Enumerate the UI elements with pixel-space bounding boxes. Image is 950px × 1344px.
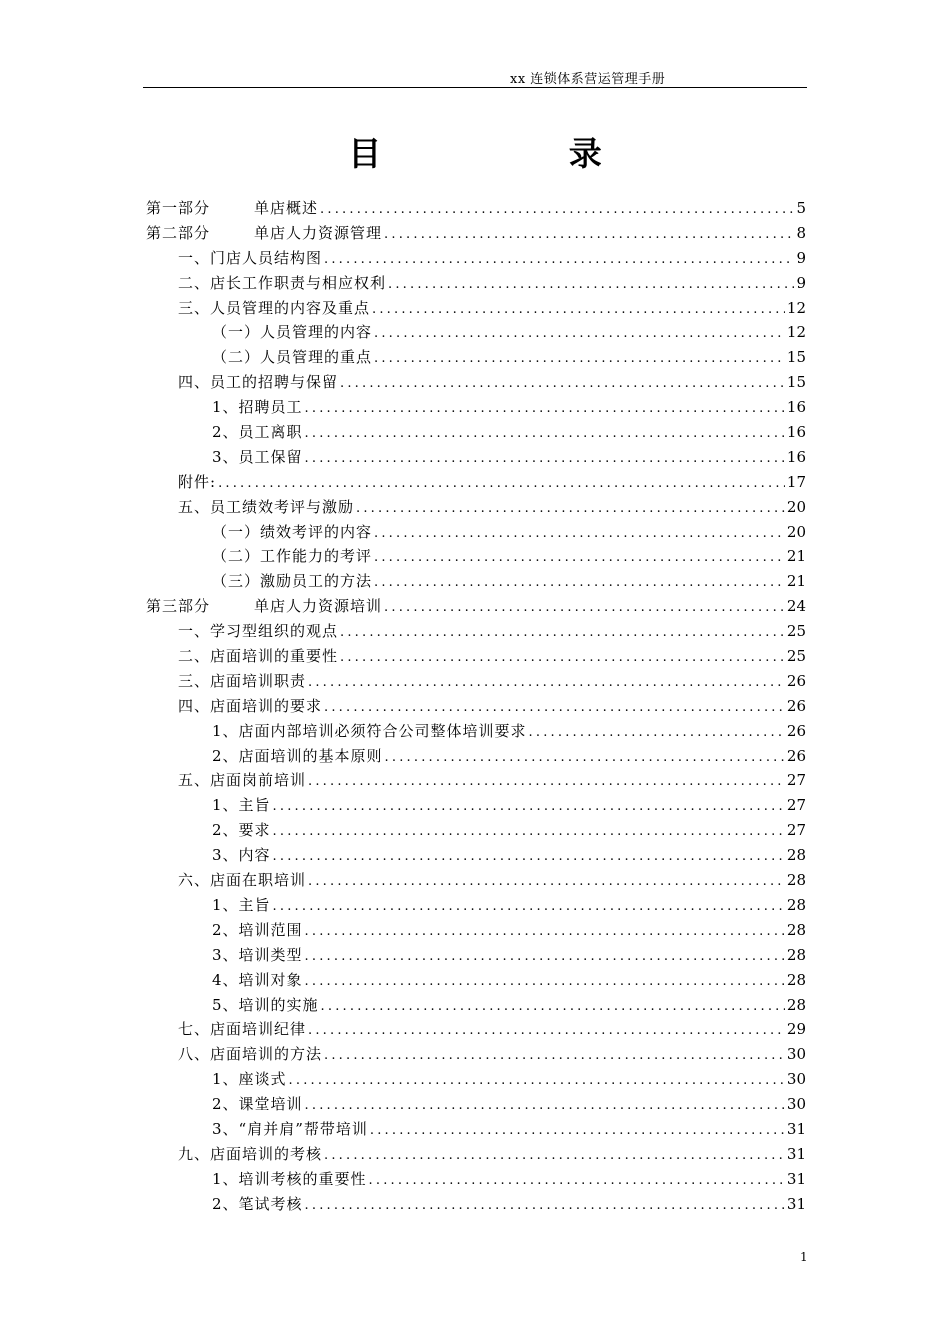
toc-dot-leader [273, 895, 785, 920]
toc-entry-text: 六、店面在职培训 [178, 871, 307, 890]
toc-entry-text: 单店人力资源培训 [254, 597, 383, 616]
toc-page-number: 9 [796, 273, 806, 292]
toc-dot-leader [308, 770, 785, 795]
toc-entry-text: 4、培训对象 [212, 970, 303, 989]
toc-entry[interactable] [146, 719, 806, 744]
toc-page-number: 31 [786, 1144, 806, 1163]
header-rule [143, 87, 807, 88]
toc-entry[interactable] [146, 320, 806, 345]
toc-entry[interactable] [146, 768, 806, 793]
toc-dot-leader [289, 1069, 785, 1094]
toc-dot-leader [324, 1044, 785, 1069]
toc-part-number: 第三部分 [146, 597, 211, 616]
toc-entry[interactable] [146, 1192, 806, 1217]
toc-dot-leader [305, 422, 785, 447]
toc-page-number: 12 [786, 323, 806, 342]
toc-page-number: 15 [786, 348, 806, 367]
toc-dot-leader [305, 397, 785, 422]
toc-entry-text: 一、学习型组织的观点 [178, 622, 339, 641]
toc-page-number: 20 [786, 497, 806, 516]
page-title: 目 录 [348, 134, 690, 173]
toc-page-number: 30 [786, 1095, 806, 1114]
toc-page-number: 27 [786, 821, 806, 840]
toc-entry[interactable] [146, 918, 806, 943]
toc-entry-label [212, 893, 271, 918]
toc-entry-text: 3、培训类型 [212, 945, 303, 964]
toc-page-number: 17 [786, 472, 806, 491]
toc-dot-leader [374, 347, 785, 372]
toc-dot-leader [324, 696, 785, 721]
toc-entry-label [212, 1192, 303, 1217]
toc-page-number: 21 [786, 547, 806, 566]
toc-entry-text: 3、员工保留 [212, 447, 303, 466]
toc-entry-label [212, 793, 271, 818]
toc-entry-label [146, 594, 382, 619]
toc-entry-label [212, 445, 303, 470]
toc-entry[interactable] [146, 669, 806, 694]
toc-page-number: 15 [786, 373, 806, 392]
toc-entry-text: 三、人员管理的内容及重点 [178, 298, 371, 317]
toc-entry[interactable] [146, 1142, 806, 1167]
toc-dot-leader [305, 920, 785, 945]
toc-entry[interactable] [146, 296, 806, 321]
toc-dot-leader [356, 497, 785, 522]
toc-entry-text: 附件: [178, 472, 217, 491]
toc-dot-leader [305, 1194, 785, 1219]
toc-part-number: 第二部分 [146, 223, 211, 242]
toc-entry-label [212, 1092, 303, 1117]
toc-entry-text: （二）人员管理的重点 [212, 348, 373, 367]
toc-page-number: 9 [796, 248, 806, 267]
toc-page-number: 26 [786, 671, 806, 690]
toc-entry-label [212, 320, 372, 345]
toc-entry-text: 四、店面培训的要求 [178, 696, 323, 715]
toc-entry-text: （一）绩效考评的内容 [212, 522, 373, 541]
running-header: xx 连锁体系营运管理手册 [510, 72, 666, 87]
toc-entry-label [212, 569, 372, 594]
toc-page-number: 26 [786, 721, 806, 740]
toc-page-number: 25 [786, 647, 806, 666]
toc-page-number: 24 [786, 597, 806, 616]
toc-entry[interactable] [146, 744, 806, 769]
toc-entry[interactable] [146, 943, 806, 968]
toc-entry[interactable] [146, 594, 806, 619]
toc-entry-label [212, 345, 372, 370]
toc-entry-text: 九、店面培训的考核 [178, 1144, 323, 1163]
toc-dot-leader [308, 1019, 785, 1044]
toc-entry[interactable] [146, 793, 806, 818]
toc-entry[interactable] [146, 271, 806, 296]
toc-entry-label [212, 744, 383, 769]
toc-dot-leader [374, 322, 785, 347]
toc-dot-leader [305, 970, 785, 995]
toc-entry-label [178, 644, 338, 669]
toc-entry-text: 三、店面培训职责 [178, 671, 307, 690]
toc-entry[interactable] [146, 694, 806, 719]
toc-dot-leader [320, 198, 794, 223]
toc-entry-text: （三）激励员工的方法 [212, 572, 373, 591]
toc-dot-leader [340, 646, 785, 671]
toc-dot-leader [388, 273, 794, 298]
toc-entry-text: 单店概述 [254, 199, 319, 217]
toc-entry-text: 2、笔试考核 [212, 1194, 303, 1213]
toc-dot-leader [305, 447, 785, 472]
toc-entry-label [146, 221, 382, 246]
toc-page-number: 16 [786, 423, 806, 442]
table-of-contents [146, 196, 806, 1217]
toc-dot-leader [324, 1144, 785, 1169]
toc-entry[interactable] [146, 993, 806, 1018]
toc-entry[interactable] [146, 221, 806, 246]
toc-entry-label [178, 271, 386, 296]
toc-entry[interactable] [146, 843, 806, 868]
toc-page-number: 28 [786, 945, 806, 964]
toc-entry-label [212, 1067, 287, 1092]
toc-entry[interactable] [146, 345, 806, 370]
toc-entry-text: 2、员工离职 [212, 423, 303, 442]
toc-entry-text: 二、店长工作职责与相应权利 [178, 273, 387, 292]
toc-dot-leader [273, 795, 785, 820]
toc-entry[interactable] [146, 395, 806, 420]
toc-entry[interactable] [146, 544, 806, 569]
toc-dot-leader [369, 1169, 785, 1194]
toc-entry[interactable] [146, 1167, 806, 1192]
toc-entry[interactable] [146, 445, 806, 470]
toc-page-number: 30 [786, 1045, 806, 1064]
toc-page-number: 31 [786, 1194, 806, 1213]
toc-page-number: 31 [786, 1119, 806, 1138]
toc-entry[interactable] [146, 868, 806, 893]
toc-entry[interactable] [146, 470, 806, 495]
toc-page-number: 28 [786, 871, 806, 890]
toc-entry-label [212, 993, 319, 1018]
toc-entry-label [146, 196, 318, 221]
toc-entry-label [178, 868, 306, 893]
toc-entry-label [178, 1142, 322, 1167]
toc-entry-text: 1、培训考核的重要性 [212, 1169, 367, 1188]
toc-dot-leader [305, 1094, 785, 1119]
toc-page-number: 29 [786, 1020, 806, 1039]
toc-entry-text: 二、店面培训的重要性 [178, 647, 339, 666]
toc-entry-text: 5、培训的实施 [212, 995, 319, 1014]
toc-entry[interactable] [146, 196, 806, 221]
toc-entry-label [178, 296, 370, 321]
toc-dot-leader [218, 472, 785, 497]
toc-page-number: 16 [786, 447, 806, 466]
toc-dot-leader [324, 248, 794, 273]
toc-entry-label [178, 694, 322, 719]
toc-dot-leader [374, 571, 785, 596]
toc-entry-label [212, 943, 303, 968]
toc-entry-label [212, 1167, 367, 1192]
toc-page-number: 8 [796, 223, 806, 242]
toc-entry-label [212, 818, 271, 843]
toc-entry-text: 1、座谈式 [212, 1070, 287, 1089]
toc-dot-leader [370, 1119, 785, 1144]
toc-page-number: 12 [786, 298, 806, 317]
toc-entry-text: 四、员工的招聘与保留 [178, 373, 339, 392]
toc-entry-label [178, 495, 354, 520]
toc-entry[interactable] [146, 569, 806, 594]
toc-dot-leader [305, 945, 785, 970]
toc-entry-label [212, 719, 527, 744]
toc-page-number: 5 [796, 199, 806, 217]
toc-dot-leader [308, 870, 785, 895]
toc-dot-leader [308, 671, 785, 696]
toc-entry-text: 单店人力资源管理 [254, 223, 383, 242]
toc-entry-label [212, 420, 303, 445]
toc-entry-text: 1、主旨 [212, 796, 271, 815]
toc-page-number: 28 [786, 995, 806, 1014]
toc-entry[interactable] [146, 246, 806, 271]
toc-entry-text: （二）工作能力的考评 [212, 547, 373, 566]
toc-dot-leader [340, 621, 785, 646]
toc-entry-text: 3、内容 [212, 846, 271, 865]
toc-entry-text: 1、店面内部培训必须符合公司整体培训要求 [212, 721, 527, 740]
toc-entry-label [212, 395, 303, 420]
toc-page-number: 16 [786, 398, 806, 417]
toc-entry-label [212, 544, 372, 569]
toc-entry[interactable] [146, 644, 806, 669]
toc-entry-label [212, 520, 372, 545]
toc-entry-label [212, 1117, 368, 1142]
toc-dot-leader [384, 223, 794, 248]
toc-dot-leader [372, 298, 785, 323]
toc-entry[interactable] [146, 1117, 806, 1142]
toc-entry-label [178, 246, 322, 271]
toc-page-number: 30 [786, 1070, 806, 1089]
toc-entry-text: 2、店面培训的基本原则 [212, 746, 383, 765]
toc-entry-text: 2、培训范围 [212, 920, 303, 939]
toc-entry-text: （一）人员管理的内容 [212, 323, 373, 342]
toc-entry[interactable] [146, 370, 806, 395]
toc-dot-leader [529, 721, 785, 746]
toc-entry[interactable] [146, 1067, 806, 1092]
toc-page-number: 28 [786, 970, 806, 989]
toc-entry-label [212, 843, 271, 868]
toc-entry-text: 3、“肩并肩”帮带培训 [212, 1119, 368, 1138]
toc-entry[interactable] [146, 818, 806, 843]
toc-entry-label [178, 768, 306, 793]
toc-entry-text: 五、员工绩效考评与激励 [178, 497, 355, 516]
toc-entry-text: 2、课堂培训 [212, 1095, 303, 1114]
toc-entry-label [178, 669, 306, 694]
toc-entry-label [178, 619, 338, 644]
toc-page-number: 28 [786, 846, 806, 865]
page-number: 1 [800, 1250, 808, 1264]
toc-entry-text: 1、主旨 [212, 895, 271, 914]
toc-page-number: 27 [786, 796, 806, 815]
toc-dot-leader [384, 596, 785, 621]
toc-entry-text: 八、店面培训的方法 [178, 1045, 323, 1064]
toc-page-number: 31 [786, 1169, 806, 1188]
toc-dot-leader [374, 522, 785, 547]
toc-page-number: 28 [786, 920, 806, 939]
toc-entry[interactable] [146, 1017, 806, 1042]
toc-page-number: 26 [786, 746, 806, 765]
toc-entry-label [178, 1017, 306, 1042]
toc-page-number: 21 [786, 572, 806, 591]
toc-dot-leader [385, 746, 785, 771]
toc-page-number: 28 [786, 895, 806, 914]
toc-entry-label [178, 370, 338, 395]
toc-entry-label [212, 968, 303, 993]
toc-entry[interactable] [146, 893, 806, 918]
toc-entry-label [212, 918, 303, 943]
toc-entry[interactable] [146, 619, 806, 644]
toc-entry[interactable] [146, 495, 806, 520]
toc-entry[interactable] [146, 420, 806, 445]
toc-entry-text: 2、要求 [212, 821, 271, 840]
toc-dot-leader [273, 845, 785, 870]
toc-dot-leader [321, 995, 785, 1020]
toc-page-number: 26 [786, 696, 806, 715]
toc-page-number: 25 [786, 622, 806, 641]
toc-dot-leader [340, 372, 785, 397]
toc-dot-leader [374, 546, 785, 571]
toc-entry-text: 1、招聘员工 [212, 398, 303, 417]
toc-entry[interactable] [146, 968, 806, 993]
toc-entry-text: 一、门店人员结构图 [178, 248, 323, 267]
toc-entry[interactable] [146, 520, 806, 545]
toc-entry-label [178, 1042, 322, 1067]
toc-page-number: 27 [786, 771, 806, 790]
toc-part-number: 第一部分 [146, 199, 211, 217]
toc-entry[interactable] [146, 1092, 806, 1117]
toc-entry-text: 五、店面岗前培训 [178, 771, 307, 790]
toc-page-number: 20 [786, 522, 806, 541]
toc-entry-label [178, 470, 216, 495]
toc-dot-leader [273, 820, 785, 845]
toc-entry[interactable] [146, 1042, 806, 1067]
toc-entry-text: 七、店面培训纪律 [178, 1020, 307, 1039]
